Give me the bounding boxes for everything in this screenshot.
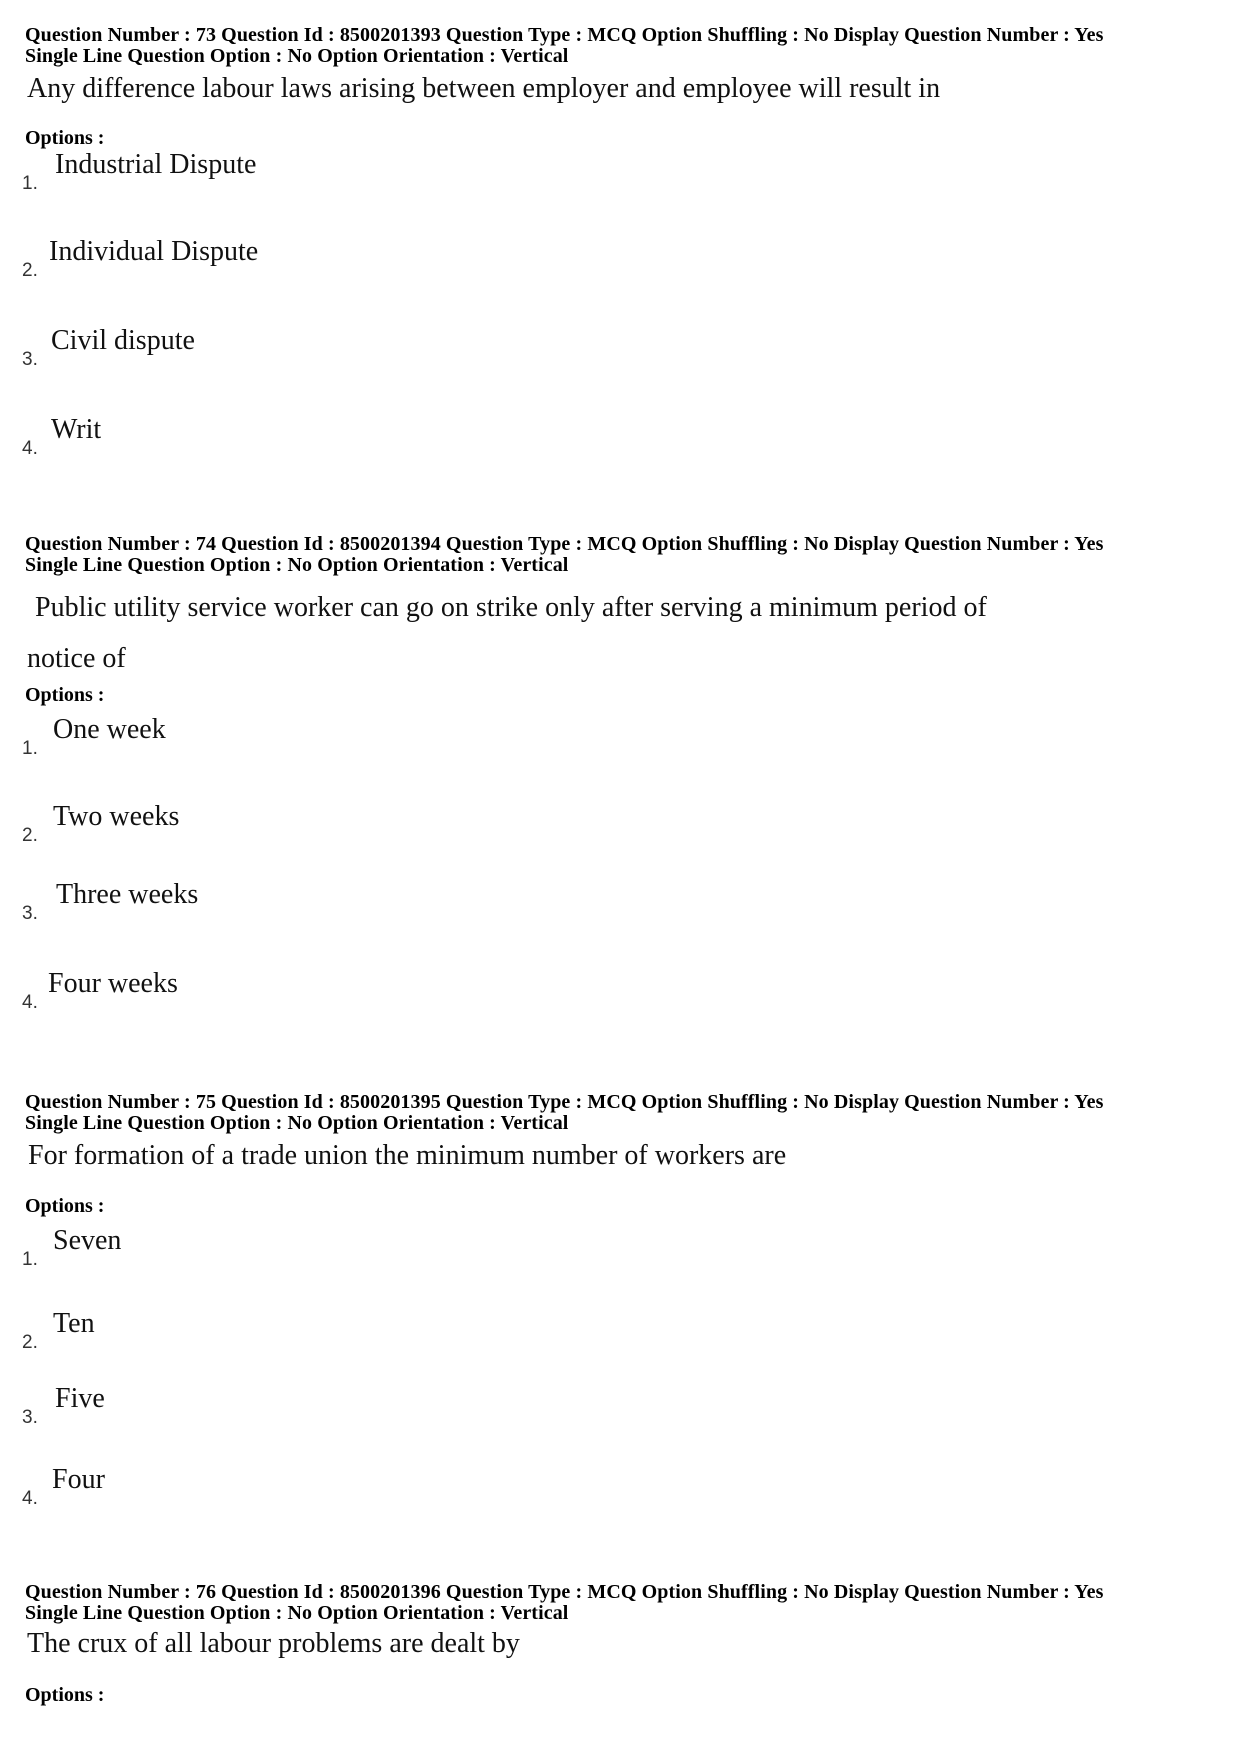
option-item (22, 1465, 622, 1509)
option-text: Three weeks (56, 879, 199, 910)
option-text: Ten (53, 1308, 95, 1339)
option-text: One week (53, 714, 166, 745)
options-label: Options : (25, 127, 105, 149)
option-item (22, 880, 622, 924)
option-number: 4. (22, 1488, 38, 1509)
question-meta-line: Single Line Question Option : No Option Orientation : Vertical (25, 1602, 569, 1624)
option-item (22, 415, 622, 459)
option-text: Two weeks (53, 801, 180, 832)
option-number: 1. (22, 173, 38, 194)
option-number: 1. (22, 1249, 38, 1270)
question-meta-line: Question Number : 74 Question Id : 8500201394 Question Type : MCQ Option Shuffling : No Display Question Number : Yes (25, 533, 1104, 555)
question-meta-line: Single Line Question Option : No Option Orientation : Vertical (25, 45, 569, 67)
option-text: Four (52, 1464, 105, 1495)
option-text: Writ (51, 414, 102, 445)
option-text: Five (55, 1383, 105, 1414)
option-item (22, 1309, 622, 1353)
option-item (22, 1226, 622, 1270)
question-text: Public utility service worker can go on strike only after serving a minimum period of (35, 592, 987, 623)
option-item (22, 1384, 622, 1428)
options-label: Options : (25, 1684, 105, 1706)
question-meta-line: Question Number : 75 Question Id : 8500201395 Question Type : MCQ Option Shuffling : No Display Question Number : Yes (25, 1091, 1104, 1113)
option-number: 2. (22, 825, 38, 846)
question-text: Any difference labour laws arising between employer and employee will result in (27, 73, 941, 104)
question-meta-line: Question Number : 73 Question Id : 8500201393 Question Type : MCQ Option Shuffling : No Display Question Number : Yes (25, 24, 1104, 46)
option-item (22, 802, 622, 846)
option-number: 2. (22, 1332, 38, 1353)
question-text: The crux of all labour problems are dealt by (27, 1628, 520, 1659)
option-number: 4. (22, 438, 38, 459)
options-label: Options : (25, 1195, 105, 1217)
question-text: notice of (27, 643, 126, 674)
option-item (22, 326, 622, 370)
question-meta-line: Single Line Question Option : No Option Orientation : Vertical (25, 1112, 569, 1134)
question-meta-line: Question Number : 76 Question Id : 8500201396 Question Type : MCQ Option Shuffling : No Display Question Number : Yes (25, 1581, 1104, 1603)
option-number: 1. (22, 738, 38, 759)
option-item (22, 237, 622, 281)
question-text: For formation of a trade union the minimum number of workers are (28, 1140, 787, 1171)
option-text: Four weeks (48, 968, 178, 999)
option-number: 3. (22, 903, 38, 924)
options-label: Options : (25, 684, 105, 706)
option-text: Individual Dispute (49, 236, 259, 267)
option-text: Industrial Dispute (55, 149, 257, 180)
option-number: 2. (22, 260, 38, 281)
option-text: Seven (53, 1225, 122, 1256)
option-item (22, 150, 622, 194)
option-item (22, 715, 622, 759)
option-number: 3. (22, 1407, 38, 1428)
option-number: 3. (22, 349, 38, 370)
option-item (22, 969, 622, 1013)
option-number: 4. (22, 992, 38, 1013)
option-text: Civil dispute (51, 325, 195, 356)
question-meta-line: Single Line Question Option : No Option Orientation : Vertical (25, 554, 569, 576)
